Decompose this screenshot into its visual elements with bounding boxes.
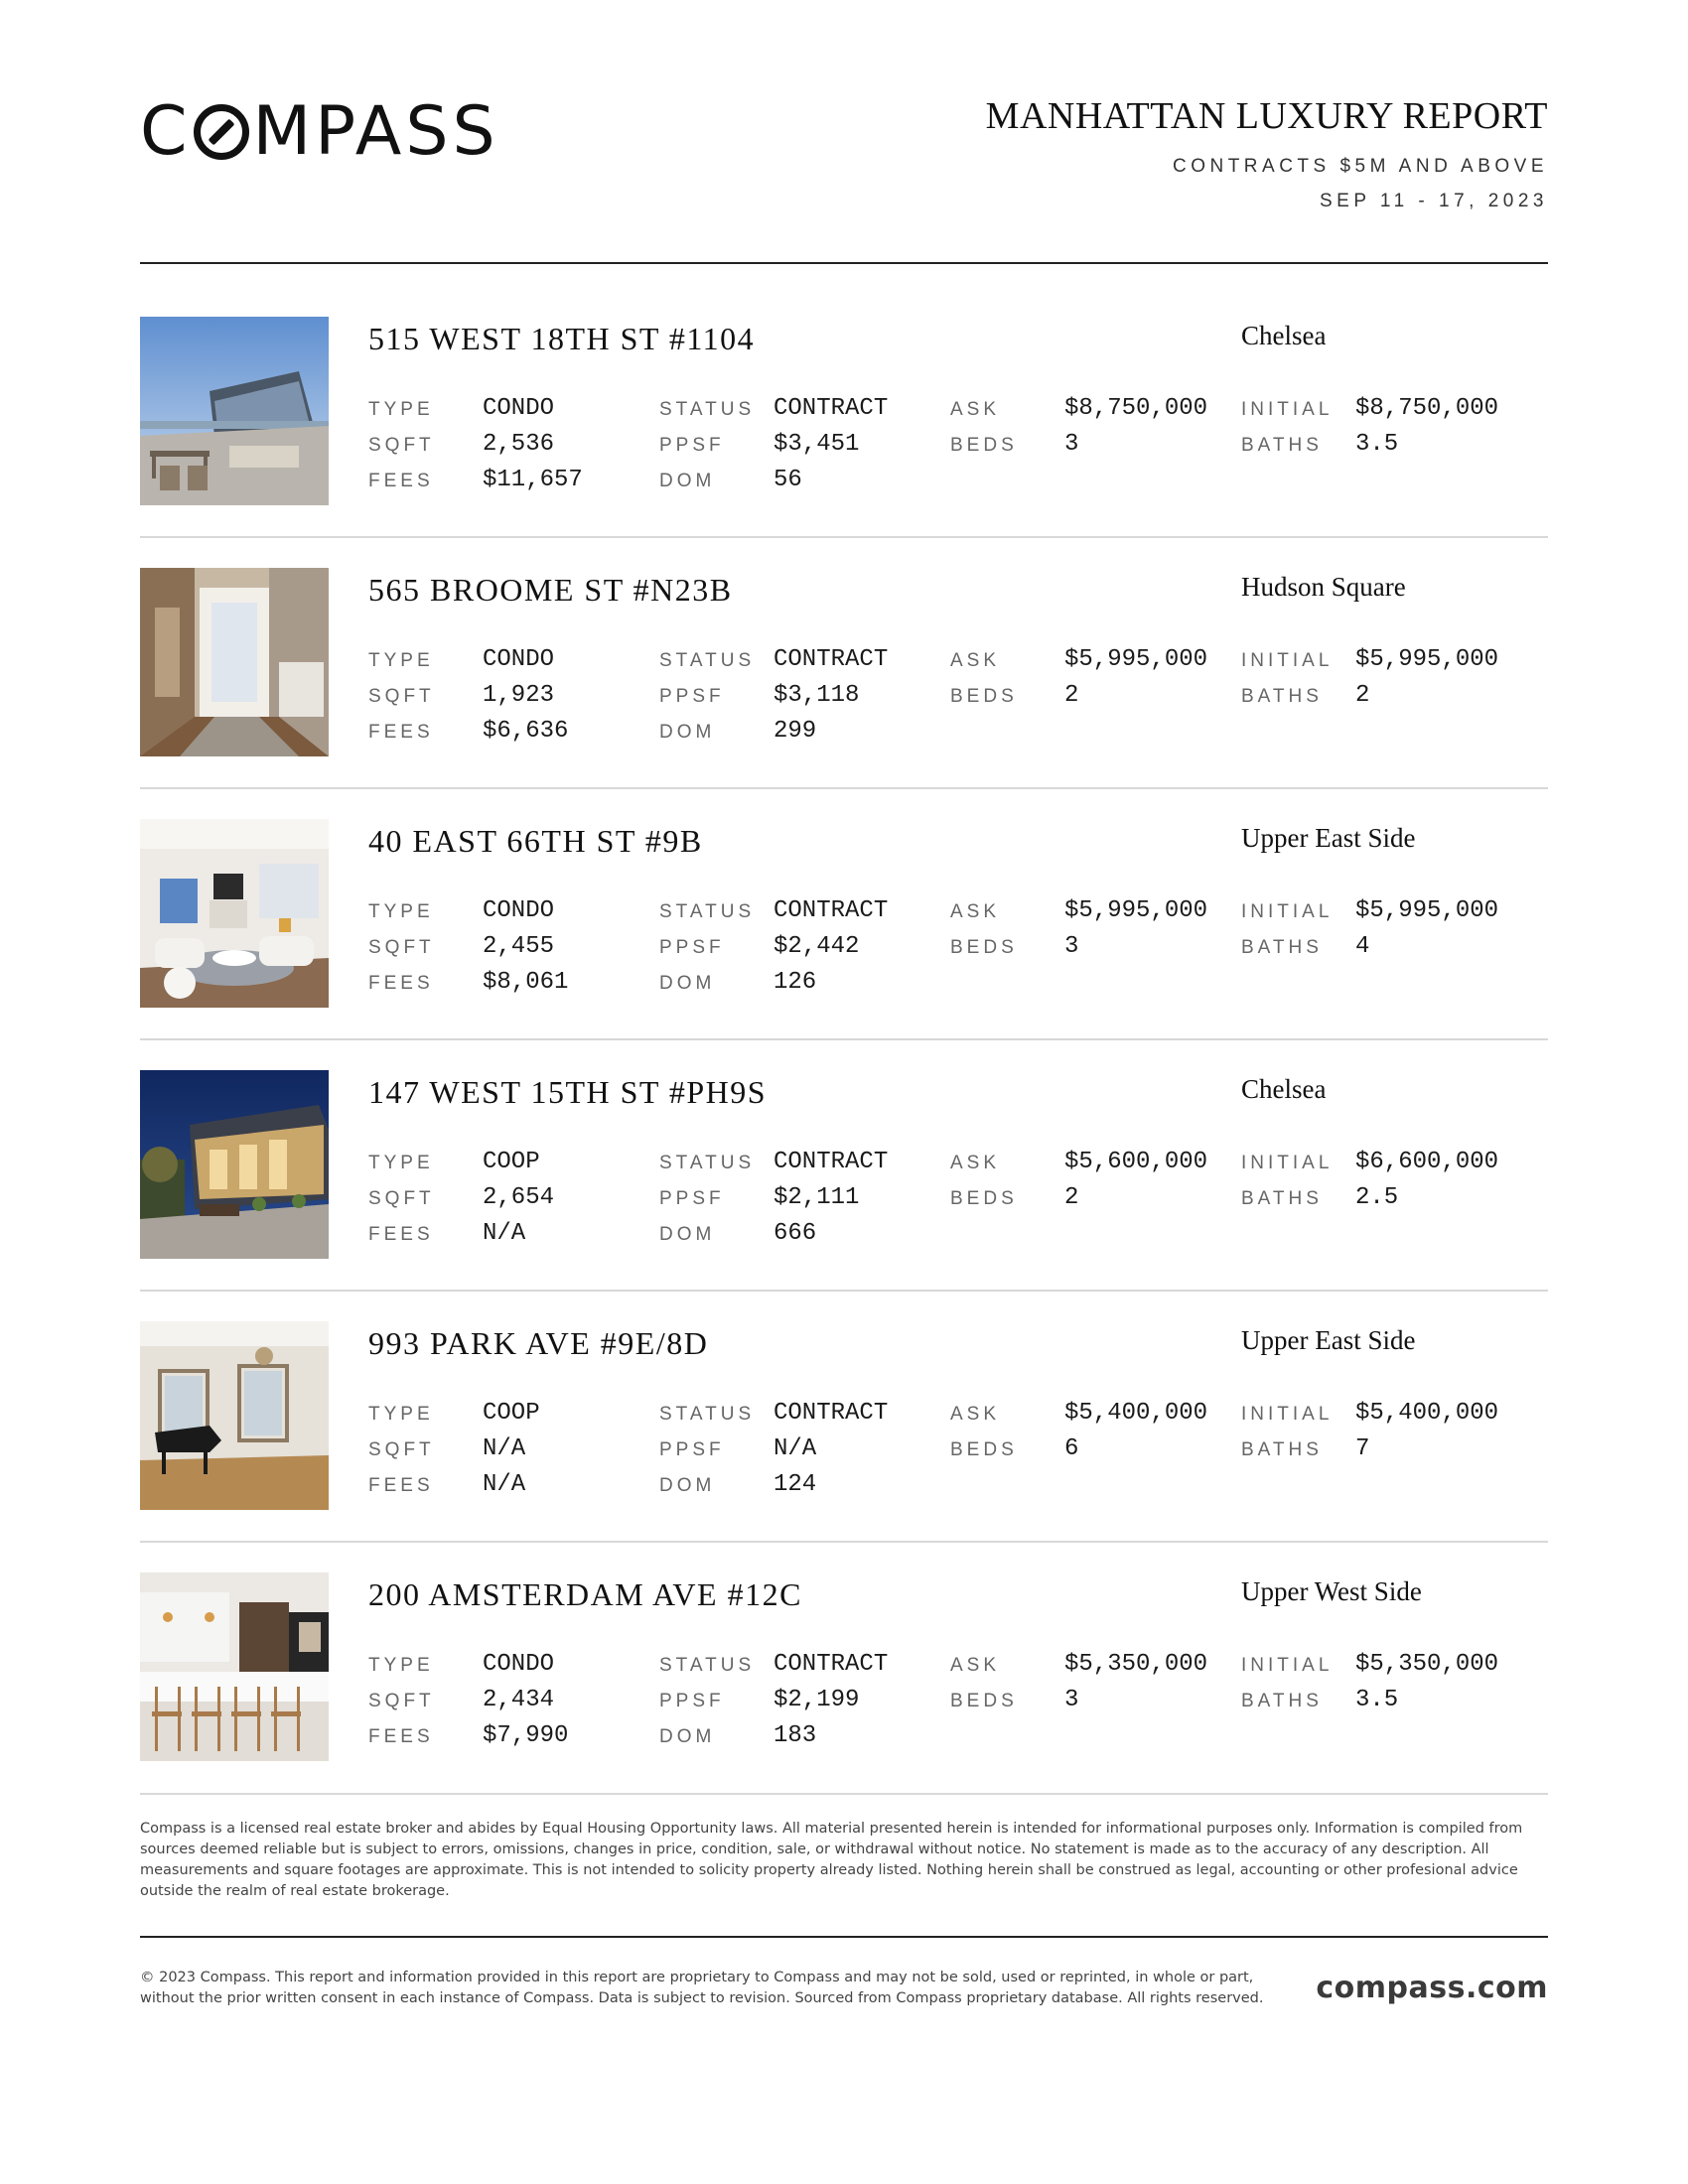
type-value: CONDO xyxy=(483,897,555,924)
ask-label: ASK xyxy=(950,650,1001,671)
listing-address[interactable]: 40 EAST 66TH ST #9B xyxy=(368,823,703,859)
report-page xyxy=(140,0,1548,2184)
listing-address[interactable]: 200 AMSTERDAM AVE #12C xyxy=(368,1576,802,1612)
interior-hallway-photo[interactable] xyxy=(140,568,329,756)
listing-address[interactable]: 147 WEST 15TH ST #PH9S xyxy=(368,1074,768,1110)
listing-divider xyxy=(140,787,1548,789)
sqft-value: 2,455 xyxy=(483,933,555,960)
fees-label: FEES xyxy=(368,1475,434,1496)
beds-value: 6 xyxy=(1064,1435,1079,1462)
ppsf-value: $3,118 xyxy=(774,682,860,709)
living-room-photo[interactable] xyxy=(140,819,329,1008)
listing-neighborhood: Upper West Side xyxy=(1241,1576,1422,1606)
baths-label: BATHS xyxy=(1241,937,1323,958)
fees-label: FEES xyxy=(368,471,434,491)
ask-label: ASK xyxy=(950,901,1001,922)
initial-value: $5,995,000 xyxy=(1355,897,1499,924)
beds-label: BEDS xyxy=(950,1439,1018,1460)
type-label: TYPE xyxy=(368,1655,434,1676)
listing-row[interactable] xyxy=(140,1321,1548,1510)
fees-label: FEES xyxy=(368,1726,434,1747)
website-link[interactable]: compass.com xyxy=(1316,1971,1548,2005)
listing-address[interactable]: 515 WEST 18TH ST #1104 xyxy=(368,321,756,356)
status-label: STATUS xyxy=(659,650,756,671)
dom-label: DOM xyxy=(659,1726,716,1747)
fees-value: $8,061 xyxy=(483,969,569,996)
baths-label: BATHS xyxy=(1241,435,1323,456)
beds-value: 3 xyxy=(1064,1687,1079,1713)
listing-neighborhood: Upper East Side xyxy=(1241,823,1416,853)
ppsf-label: PPSF xyxy=(659,1691,725,1711)
beds-label: BEDS xyxy=(950,1188,1018,1209)
baths-value: 3.5 xyxy=(1355,1687,1399,1713)
listing-neighborhood: Chelsea xyxy=(1241,1074,1327,1104)
beds-label: BEDS xyxy=(950,1691,1018,1711)
status-label: STATUS xyxy=(659,1404,756,1425)
initial-label: INITIAL xyxy=(1241,1404,1334,1425)
dom-label: DOM xyxy=(659,1475,716,1496)
ppsf-value: $2,111 xyxy=(774,1184,860,1211)
sqft-label: SQFT xyxy=(368,1691,435,1711)
ask-label: ASK xyxy=(950,1404,1001,1425)
ppsf-label: PPSF xyxy=(659,1188,725,1209)
logo-wordmark: C MPASS xyxy=(140,92,499,171)
rooftop-terrace-photo[interactable] xyxy=(140,317,329,505)
status-label: STATUS xyxy=(659,1655,756,1676)
ask-value: $8,750,000 xyxy=(1064,395,1208,422)
initial-value: $6,600,000 xyxy=(1355,1149,1499,1175)
ask-label: ASK xyxy=(950,399,1001,420)
listing-neighborhood: Hudson Square xyxy=(1241,572,1406,602)
type-label: TYPE xyxy=(368,1404,434,1425)
baths-label: BATHS xyxy=(1241,1188,1323,1209)
sqft-value: 2,654 xyxy=(483,1184,555,1211)
dom-value: 183 xyxy=(774,1722,817,1749)
initial-label: INITIAL xyxy=(1241,650,1334,671)
dom-label: DOM xyxy=(659,471,716,491)
ppsf-label: PPSF xyxy=(659,686,725,707)
sqft-label: SQFT xyxy=(368,937,435,958)
sqft-label: SQFT xyxy=(368,686,435,707)
sqft-value: 2,434 xyxy=(483,1687,555,1713)
beds-value: 2 xyxy=(1064,1184,1079,1211)
listing-divider xyxy=(140,1038,1548,1040)
fees-value: N/A xyxy=(483,1471,526,1498)
type-label: TYPE xyxy=(368,1153,434,1173)
ppsf-value: $2,199 xyxy=(774,1687,860,1713)
status-value: CONTRACT xyxy=(774,395,889,422)
baths-value: 4 xyxy=(1355,933,1370,960)
ppsf-value: $2,442 xyxy=(774,933,860,960)
fees-value: $11,657 xyxy=(483,467,583,493)
listing-row[interactable] xyxy=(140,819,1548,1008)
sqft-label: SQFT xyxy=(368,1188,435,1209)
status-value: CONTRACT xyxy=(774,897,889,924)
dom-value: 299 xyxy=(774,718,817,745)
status-label: STATUS xyxy=(659,901,756,922)
ask-value: $5,995,000 xyxy=(1064,897,1208,924)
initial-label: INITIAL xyxy=(1241,1153,1334,1173)
listing-row[interactable] xyxy=(140,568,1548,756)
baths-value: 3.5 xyxy=(1355,431,1399,458)
status-value: CONTRACT xyxy=(774,1400,889,1427)
status-label: STATUS xyxy=(659,399,756,420)
baths-value: 2.5 xyxy=(1355,1184,1399,1211)
dom-label: DOM xyxy=(659,1224,716,1245)
type-value: CONDO xyxy=(483,646,555,673)
status-value: CONTRACT xyxy=(774,646,889,673)
listing-address[interactable]: 565 BROOME ST #N23B xyxy=(368,572,733,608)
baths-value: 2 xyxy=(1355,682,1370,709)
baths-value: 7 xyxy=(1355,1435,1370,1462)
listing-neighborhood: Chelsea xyxy=(1241,321,1327,350)
type-label: TYPE xyxy=(368,650,434,671)
sqft-value: N/A xyxy=(483,1435,526,1462)
initial-label: INITIAL xyxy=(1241,901,1334,922)
penthouse-terrace-night-photo[interactable] xyxy=(140,1070,329,1259)
initial-value: $5,400,000 xyxy=(1355,1400,1499,1427)
initial-label: INITIAL xyxy=(1241,399,1334,420)
piano-room-photo[interactable] xyxy=(140,1321,329,1510)
beds-value: 3 xyxy=(1064,933,1079,960)
legal-disclaimer: Compass is a licensed real estate broker and abides by Equal Housing Opportunity laws. All material presented herein is intended for informational purposes only. Information is compiled from sources deemed reliable but is subject to errors, omissions, changes in price, condition, sale, or withdrawal without notice. No statement is made as to the accuracy of any description. All measurements and square footages are approximate. This is not intended to solicity property already listed. Nothing herein shall be construed as legal, accounting or other profesional advice outside the realm of real estate brokerage. xyxy=(140,1821,1523,1899)
initial-value: $8,750,000 xyxy=(1355,395,1499,422)
ppsf-label: PPSF xyxy=(659,435,725,456)
listings-end-divider xyxy=(140,1793,1548,1795)
type-label: TYPE xyxy=(368,901,434,922)
ppsf-label: PPSF xyxy=(659,1439,725,1460)
ppsf-value: $3,451 xyxy=(774,431,860,458)
compass-o-icon xyxy=(194,104,249,160)
type-label: TYPE xyxy=(368,399,434,420)
fees-value: $7,990 xyxy=(483,1722,569,1749)
beds-label: BEDS xyxy=(950,435,1018,456)
status-label: STATUS xyxy=(659,1153,756,1173)
ask-value: $5,400,000 xyxy=(1064,1400,1208,1427)
ask-label: ASK xyxy=(950,1655,1001,1676)
report-subtitle: CONTRACTS $5M AND ABOVE xyxy=(1172,156,1548,177)
status-value: CONTRACT xyxy=(774,1651,889,1678)
compass-logo xyxy=(140,92,499,171)
fees-value: $6,636 xyxy=(483,718,569,745)
beds-label: BEDS xyxy=(950,686,1018,707)
dom-value: 56 xyxy=(774,467,802,493)
fees-value: N/A xyxy=(483,1220,526,1247)
ask-value: $5,995,000 xyxy=(1064,646,1208,673)
sqft-label: SQFT xyxy=(368,435,435,456)
sqft-value: 2,536 xyxy=(483,431,555,458)
report-date-range: SEP 11 - 17, 2023 xyxy=(1319,191,1548,211)
fees-label: FEES xyxy=(368,973,434,994)
fees-label: FEES xyxy=(368,1224,434,1245)
sqft-label: SQFT xyxy=(368,1439,435,1460)
listing-divider xyxy=(140,1290,1548,1292)
dom-label: DOM xyxy=(659,973,716,994)
listing-divider xyxy=(140,536,1548,538)
baths-label: BATHS xyxy=(1241,1691,1323,1711)
fees-label: FEES xyxy=(368,722,434,743)
type-value: COOP xyxy=(483,1400,540,1427)
baths-label: BATHS xyxy=(1241,686,1323,707)
listing-neighborhood: Upper East Side xyxy=(1241,1325,1416,1355)
dom-label: DOM xyxy=(659,722,716,743)
ppsf-label: PPSF xyxy=(659,937,725,958)
listing-address[interactable]: 993 PARK AVE #9E/8D xyxy=(368,1325,709,1361)
initial-value: $5,995,000 xyxy=(1355,646,1499,673)
baths-label: BATHS xyxy=(1241,1439,1323,1460)
ask-value: $5,600,000 xyxy=(1064,1149,1208,1175)
dom-value: 126 xyxy=(774,969,817,996)
listing-row[interactable] xyxy=(140,1572,1548,1761)
beds-value: 2 xyxy=(1064,682,1079,709)
sqft-value: 1,923 xyxy=(483,682,555,709)
type-value: CONDO xyxy=(483,395,555,422)
ask-value: $5,350,000 xyxy=(1064,1651,1208,1678)
ask-label: ASK xyxy=(950,1153,1001,1173)
footer-divider xyxy=(140,1936,1548,1938)
type-value: COOP xyxy=(483,1149,540,1175)
report-title: MANHATTAN LUXURY REPORT xyxy=(985,95,1548,137)
dom-value: 124 xyxy=(774,1471,817,1498)
dom-value: 666 xyxy=(774,1220,817,1247)
initial-value: $5,350,000 xyxy=(1355,1651,1499,1678)
listing-divider xyxy=(140,1541,1548,1543)
beds-value: 3 xyxy=(1064,431,1079,458)
status-value: CONTRACT xyxy=(774,1149,889,1175)
kitchen-photo[interactable] xyxy=(140,1572,329,1761)
beds-label: BEDS xyxy=(950,937,1018,958)
ppsf-value: N/A xyxy=(774,1435,817,1462)
listing-row[interactable] xyxy=(140,1070,1548,1259)
report-heading xyxy=(986,97,1548,210)
listing-row[interactable] xyxy=(140,317,1548,505)
header-divider xyxy=(140,262,1548,264)
type-value: CONDO xyxy=(483,1651,555,1678)
copyright-notice: © 2023 Compass. This report and information provided in this report are proprietary to Compass and may not be sold, used or reprinted, in whole or part, without the prior written consent in each instance of Compass. Data is subject to revision. Sourced from Compass proprietary database. All rights reserved. xyxy=(140,1970,1264,2006)
initial-label: INITIAL xyxy=(1241,1655,1334,1676)
